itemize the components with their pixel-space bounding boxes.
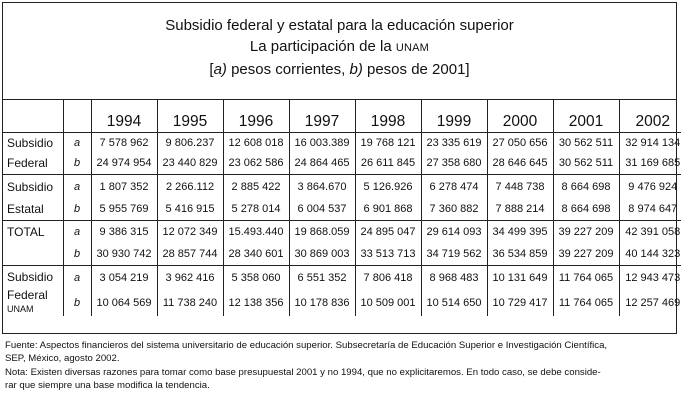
year-header: 1997 — [289, 100, 355, 133]
table-body — [3, 100, 681, 316]
table-row — [3, 243, 681, 266]
year-header: 1994 — [91, 100, 157, 133]
table-row — [3, 266, 681, 290]
row-sub-label: b — [63, 243, 91, 266]
header-blank-cell — [63, 100, 91, 133]
table-cell: 32 914 134 — [619, 133, 681, 153]
note-line-2: rar que siempre una base modifica la tendencia. — [5, 380, 210, 392]
table-cell: 12 257 469 — [619, 289, 681, 316]
table-cell: 6 901 868 — [355, 198, 421, 221]
table-cell: 12 608 018 — [223, 133, 289, 153]
table-cell: 34 499 395 — [487, 221, 553, 244]
table-cell: 10 729 417 — [487, 289, 553, 316]
table-cell: 1 807 352 — [91, 175, 157, 199]
table-row — [3, 198, 681, 221]
table-cell: 34 719 562 — [421, 243, 487, 266]
year-header-row — [3, 100, 681, 133]
table-cell: 39 227 209 — [553, 243, 619, 266]
table-cell: 19 768 121 — [355, 133, 421, 153]
table-row — [3, 152, 681, 175]
table-cell: 8 664 698 — [553, 175, 619, 199]
table-cell: 10 509 001 — [355, 289, 421, 316]
row-label: Federal — [7, 156, 48, 170]
table-cell: 9 476 924 — [619, 175, 681, 199]
table-cell: 24 974 954 — [91, 152, 157, 175]
table-cell: 11 738 240 — [157, 289, 223, 316]
row-label: TOTAL — [3, 221, 63, 244]
table-cell: 27 358 680 — [421, 152, 487, 175]
row-label — [3, 243, 63, 266]
note-line-1: Nota: Existen diversas razones para tomar como base presupuestal 2001 y no 1994, que no explicitaremos. En todo caso, se debe conside- — [5, 366, 601, 378]
table-cell: 12 072 349 — [157, 221, 223, 244]
table-cell: 28 340 601 — [223, 243, 289, 266]
table-cell: 42 391 058 — [619, 221, 681, 244]
label-a: a) — [213, 61, 227, 78]
table-cell: 29 614 093 — [421, 221, 487, 244]
table-row — [3, 221, 681, 244]
row-sub-label: a — [63, 175, 91, 199]
table-cell: 28 857 744 — [157, 243, 223, 266]
year-header: 2001 — [553, 100, 619, 133]
table-cell: 26 611 845 — [355, 152, 421, 175]
table-cell: 24 895 047 — [355, 221, 421, 244]
table-cell: 11 764 065 — [553, 289, 619, 316]
subsidy-table — [3, 100, 681, 316]
row-label: Subsidio — [3, 266, 63, 290]
year-header: 1995 — [157, 100, 223, 133]
table-cell: 8 664 698 — [553, 198, 619, 221]
table-cell: 3 054 219 — [91, 266, 157, 290]
table-cell: 30 930 742 — [91, 243, 157, 266]
year-header: 2000 — [487, 100, 553, 133]
table-cell: 11 764 065 — [553, 266, 619, 290]
table-cell: 7 888 214 — [487, 198, 553, 221]
table-cell: 27 050 656 — [487, 133, 553, 153]
table-cell: 5 358 060 — [223, 266, 289, 290]
table-cell: 12 138 356 — [223, 289, 289, 316]
title-line-2 — [3, 36, 676, 59]
table-cell: 3 864.670 — [289, 175, 355, 199]
row-sub-label: a — [63, 133, 91, 153]
table-cell: 3 962 416 — [157, 266, 223, 290]
table-row — [3, 133, 681, 153]
table-cell: 7 448 738 — [487, 175, 553, 199]
table-cell: 7 806 418 — [355, 266, 421, 290]
row-sub-label: b — [63, 198, 91, 221]
table-cell: 12 943 473 — [619, 266, 681, 290]
title-line-3-mid: pesos corrientes, — [226, 61, 350, 78]
table-row — [3, 289, 681, 316]
table-cell: 10 131 649 — [487, 266, 553, 290]
table-frame — [2, 2, 681, 334]
table-cell: 39 227 209 — [553, 221, 619, 244]
label-b: b) — [349, 61, 363, 78]
table-cell: 6 278 474 — [421, 175, 487, 199]
table-cell: 30 562 511 — [553, 152, 619, 175]
title-line-1: Subsidio federal y estatal para la educación superior — [165, 17, 514, 34]
title-line-3 — [3, 59, 676, 80]
table-row — [3, 175, 681, 199]
table-cell: 30 869 003 — [289, 243, 355, 266]
table-cell: 9 806.237 — [157, 133, 223, 153]
row-label — [3, 289, 63, 316]
table-cell: 31 169 685 — [619, 152, 681, 175]
table-cell: 7 360 882 — [421, 198, 487, 221]
table-cell: 6 004 537 — [289, 198, 355, 221]
table-cell: 5 955 769 — [91, 198, 157, 221]
table-notes — [5, 339, 677, 393]
table-cell: 23 062 586 — [223, 152, 289, 175]
row-label: Estatal — [7, 202, 44, 216]
year-header: 2002 — [619, 100, 681, 133]
table-cell: 9 386 315 — [91, 221, 157, 244]
table-cell: 6 551 352 — [289, 266, 355, 290]
table-title — [3, 3, 676, 100]
table-cell: 7 578 962 — [91, 133, 157, 153]
table-cell: 10 064 569 — [91, 289, 157, 316]
year-header: 1999 — [421, 100, 487, 133]
row-sub-label: a — [63, 266, 91, 290]
table-cell: 40 144 323 — [619, 243, 681, 266]
table-cell: 2 266.112 — [157, 175, 223, 199]
table-cell: 10 514 650 — [421, 289, 487, 316]
table-cell: 30 562 511 — [553, 133, 619, 153]
title-line-2-text: La participación de la — [249, 38, 396, 55]
table-cell: 19 868.059 — [289, 221, 355, 244]
table-cell: 10 178 836 — [289, 289, 355, 316]
source-note-line-1: Fuente: Aspectos financieros del sistema universitario de educación superior. Subsecretaría de Educación Superior e Investigación Científica, — [5, 340, 608, 351]
table-cell: 8 968 483 — [421, 266, 487, 290]
row-label: Subsidio — [3, 175, 63, 199]
row-label-line: Federal — [7, 289, 48, 302]
table-cell: 2 885 422 — [223, 175, 289, 199]
header-blank-cell — [3, 100, 63, 133]
table-cell: 33 513 713 — [355, 243, 421, 266]
table-cell: 15.493.440 — [223, 221, 289, 244]
table-cell: 24 864 465 — [289, 152, 355, 175]
row-sub-label: b — [63, 152, 91, 175]
table-cell: 28 646 645 — [487, 152, 553, 175]
table-cell: 8 974 647 — [619, 198, 681, 221]
row-label-org: UNAM — [7, 304, 34, 314]
table-cell: 5 278 014 — [223, 198, 289, 221]
year-header: 1998 — [355, 100, 421, 133]
table-cell: 5 416 915 — [157, 198, 223, 221]
row-sub-label: b — [63, 289, 91, 316]
table-cell: 16 003.389 — [289, 133, 355, 153]
bracket-open: [ — [209, 61, 214, 78]
row-label: Subsidio — [3, 133, 63, 153]
title-line-3-end: pesos de 2001] — [362, 61, 470, 78]
table-cell: 5 126.926 — [355, 175, 421, 199]
source-note-line-2: SEP, México, agosto 2002. — [5, 353, 120, 365]
year-header: 1996 — [223, 100, 289, 133]
table-cell: 36 534 859 — [487, 243, 553, 266]
row-sub-label: a — [63, 221, 91, 244]
table-cell: 23 335 619 — [421, 133, 487, 153]
table-cell: 23 440 829 — [157, 152, 223, 175]
title-org: UNAM — [395, 42, 430, 54]
